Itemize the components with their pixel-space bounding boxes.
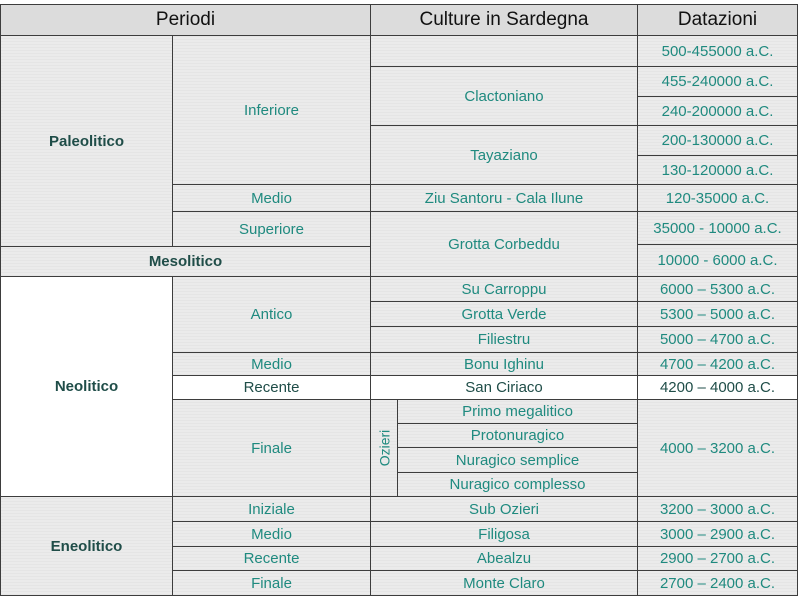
date-row: 6000 – 5300 a.C. [638,277,798,302]
culture-nuragico-complesso: Nuragico complesso [398,473,638,497]
date-row: 130-120000 a.C. [638,156,798,185]
date-row: 5300 – 5000 a.C. [638,302,798,327]
culture-ziu-santoru: Ziu Santoru - Cala Ilune [371,185,638,212]
header-periodi: Periodi [0,4,371,36]
culture-su-carroppu: Su Carroppu [371,277,638,302]
date-row: 4200 – 4000 a.C. [638,376,798,400]
date-row: 4000 – 3200 a.C. [638,400,798,497]
date-row: 2900 – 2700 a.C. [638,547,798,571]
header-datazioni: Datazioni [638,4,798,36]
culture-grotta-verde: Grotta Verde [371,302,638,327]
sub-neo-medio: Medio [173,353,371,376]
culture-empty-top [371,36,638,67]
sub-neo-finale: Finale [173,400,371,497]
sub-paleo-medio: Medio [173,185,371,212]
culture-primo-megalitico: Primo megalitico [398,400,638,424]
culture-sub-ozieri: Sub Ozieri [371,497,638,522]
sub-eneo-medio: Medio [173,522,371,547]
sub-eneo-finale: Finale [173,571,371,596]
culture-ozieri-label [371,400,398,497]
era-paleolitico: Paleolitico [0,36,173,247]
sub-neo-recente: Recente [173,376,371,400]
sub-eneo-recente: Recente [173,547,371,571]
sub-neo-antico: Antico [173,277,371,353]
culture-filigosa: Filigosa [371,522,638,547]
sub-eneo-iniziale: Iniziale [173,497,371,522]
header-culture: Culture in Sardegna [371,4,638,36]
culture-bonu-ighinu: Bonu Ighinu [371,353,638,376]
era-mesolitico: Mesolitico [0,247,371,277]
culture-abealzu: Abealzu [371,547,638,571]
date-row: 2700 – 2400 a.C. [638,571,798,596]
culture-nuragico-semplice: Nuragico semplice [398,448,638,473]
culture-filiestru: Filiestru [371,327,638,353]
ozieri-vertical-text: Ozieri [376,429,392,467]
date-row: 455-240000 a.C. [638,67,798,97]
date-row: 3000 – 2900 a.C. [638,522,798,547]
culture-grotta-corbeddu: Grotta Corbeddu [371,212,638,277]
date-row: 5000 – 4700 a.C. [638,327,798,353]
era-neolitico: Neolitico [0,277,173,497]
culture-clactoniano: Clactoniano [371,67,638,126]
date-row: 10000 - 6000 a.C. [638,245,798,277]
era-eneolitico: Eneolitico [0,497,173,596]
culture-protonuragico: Protonuragico [398,424,638,448]
date-row: 120-35000 a.C. [638,185,798,212]
sub-paleo-superiore: Superiore [173,212,371,247]
culture-tayaziano: Tayaziano [371,126,638,185]
culture-monte-claro: Monte Claro [371,571,638,596]
date-row: 240-200000 a.C. [638,97,798,126]
sub-paleo-inferiore: Inferiore [173,36,371,185]
date-row: 500-455000 a.C. [638,36,798,67]
date-row: 3200 – 3000 a.C. [638,497,798,522]
date-row: 4700 – 4200 a.C. [638,353,798,376]
date-row: 35000 - 10000 a.C. [638,212,798,245]
date-row: 200-130000 a.C. [638,126,798,156]
culture-san-ciriaco: San Ciriaco [371,376,638,400]
